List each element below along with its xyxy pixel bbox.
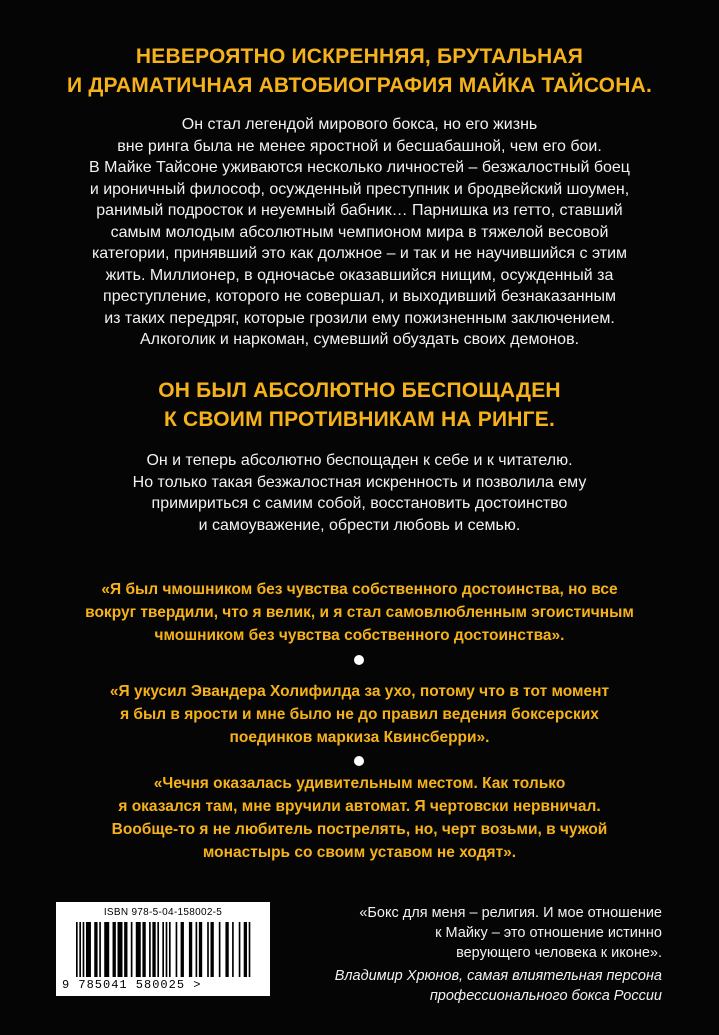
quote-line: «Я был чмошником без чувства собственного достоинства, но все — [101, 581, 618, 598]
bullet-separator — [354, 655, 364, 665]
barcode-bar — [210, 922, 213, 977]
review-attribution — [250, 966, 662, 1006]
quote-line: я был в ярости и мне было не до правил ведения боксерских — [120, 706, 599, 723]
description-paragraph-1 — [40, 114, 679, 351]
barcode-bar — [83, 922, 85, 977]
paragraph-line: В Майке Тайсоне уживаются несколько личностей – безжалостный боец — [89, 159, 630, 176]
description-paragraph-2 — [40, 450, 679, 536]
barcode-bar — [99, 922, 101, 977]
headline-line: И ДРАМАТИЧНАЯ АВТОБИОГРАФИЯ МАЙКА ТАЙСОНА. — [67, 74, 652, 97]
barcode-bar — [118, 922, 123, 977]
quote-line: поединков маркиза Квинсберри». — [229, 729, 490, 746]
attribution-line: Владимир Хрюнов, самая влиятельная персона — [334, 968, 662, 984]
barcode-bar — [239, 922, 241, 977]
quote-line: «Я укусил Эвандера Холифилда за ухо, потому что в тот момент — [109, 683, 610, 700]
quote-line: монастырь со своим уставом не ходят». — [202, 844, 517, 861]
paragraph-line: категории, принявший это как должное – и так и не научившийся с этим — [91, 245, 628, 262]
barcode-bar — [94, 922, 97, 977]
paragraph-line: из таких передряг, которые грозили ему пожизненным заключением. — [104, 309, 615, 327]
barcode-bar — [207, 922, 209, 977]
barcode-bar — [157, 922, 159, 977]
barcode-bar — [149, 922, 151, 977]
barcode-bar — [189, 922, 192, 977]
barcode-bar — [142, 922, 145, 977]
barcode-bar — [176, 922, 178, 977]
quote-line: Вообще-то я не любитель пострелять, но, черт возьми, в чужой — [111, 821, 608, 838]
paragraph-line: и ироничный философ, осужденный преступник и бродвейский шоумен, — [89, 180, 630, 198]
paragraph-line: преступление, которого не совершал, и выходивший безнаказанным — [103, 288, 616, 305]
isbn-barcode — [56, 902, 270, 996]
paragraph-line: ранимый подросток и неуемный бабник… Парнишка из гетто, ставший — [96, 202, 623, 219]
paragraph-line: примириться с самим собой, восстановить достоинство — [151, 495, 568, 512]
barcode-bar — [162, 922, 164, 977]
barcode-digits: 9 785041 580025 > — [62, 978, 202, 992]
barcode-bar — [124, 922, 127, 977]
barcode-bar — [181, 922, 184, 977]
review-quote — [290, 903, 662, 963]
isbn-number: ISBN 978-5-04-158002-5 — [103, 907, 223, 918]
barcode-bar — [219, 922, 221, 977]
review-line: «Бокс для меня – религия. И мое отношение — [359, 905, 662, 921]
headline-top — [40, 42, 679, 100]
barcode-bar — [169, 922, 171, 977]
barcode-bar — [244, 922, 247, 977]
headline-line: НЕВЕРОЯТНО ИСКРЕННЯЯ, БРУТАЛЬНАЯ — [135, 45, 584, 68]
headline-line: К СВОИМ ПРОТИВНИКАМ НА РИНГЕ. — [163, 408, 555, 431]
barcode-bar — [152, 922, 155, 977]
paragraph-line: жить. Миллионер, в одночасье оказавшийся нищим, осужденный за — [105, 266, 614, 284]
quote-line: вокруг твердили, что я велик, и я стал самовлюбленным эгоистичным — [85, 604, 634, 621]
barcode-bar — [196, 922, 198, 977]
barcode-bar — [113, 922, 116, 977]
review-line: верующего человека к иконе». — [456, 945, 662, 961]
pull-quote-1 — [40, 578, 679, 647]
paragraph-line: Он стал легендой мирового бокса, но его жизнь — [181, 116, 538, 133]
paragraph-line: Но только такая безжалостная искренность и позволила ему — [132, 473, 587, 491]
barcode-bar — [79, 922, 81, 977]
review-line: к Майку – это отношение истинно — [435, 925, 662, 941]
bullet-separator — [354, 756, 364, 766]
paragraph-line: и самоуважение, обрести любовь и семью. — [198, 516, 521, 534]
barcode-bars-icon — [76, 922, 252, 977]
paragraph-line: Он и теперь абсолютно беспощаден к себе и к читателю. — [146, 452, 573, 469]
barcode-bar — [199, 922, 202, 977]
barcode-bar — [166, 922, 168, 977]
headline-line: ОН БЫЛ АБСОЛЮТНО БЕСПОЩАДЕН — [158, 379, 561, 402]
barcode-bar — [104, 922, 109, 977]
quote-line: «Чечня оказалась удивительным местом. Как только — [153, 775, 566, 792]
barcode-bar — [131, 922, 133, 977]
paragraph-line: самым молодым абсолютным чемпионом мира в тяжелой весовой — [110, 223, 609, 241]
quote-line: чмошником без чувства собственного достоинства». — [154, 627, 565, 644]
barcode-bar — [136, 922, 141, 977]
paragraph-line: Алкоголик и наркоман, сумевший обуздать своих демонов. — [139, 331, 580, 348]
barcode-bar — [76, 922, 78, 977]
attribution-line: профессионального бокса России — [429, 988, 662, 1004]
quote-line: я оказался там, мне вручили автомат. Я чертовски нервничал. — [118, 798, 601, 815]
barcode-bar — [232, 922, 234, 977]
barcode-bar — [86, 922, 91, 977]
headline-middle — [40, 376, 679, 434]
pull-quote-2 — [40, 680, 679, 749]
barcode-bar — [225, 922, 228, 977]
pull-quote-3 — [40, 772, 679, 864]
paragraph-line: вне ринга была не менее яростной и бесшабашной, чем его бои. — [117, 137, 602, 155]
